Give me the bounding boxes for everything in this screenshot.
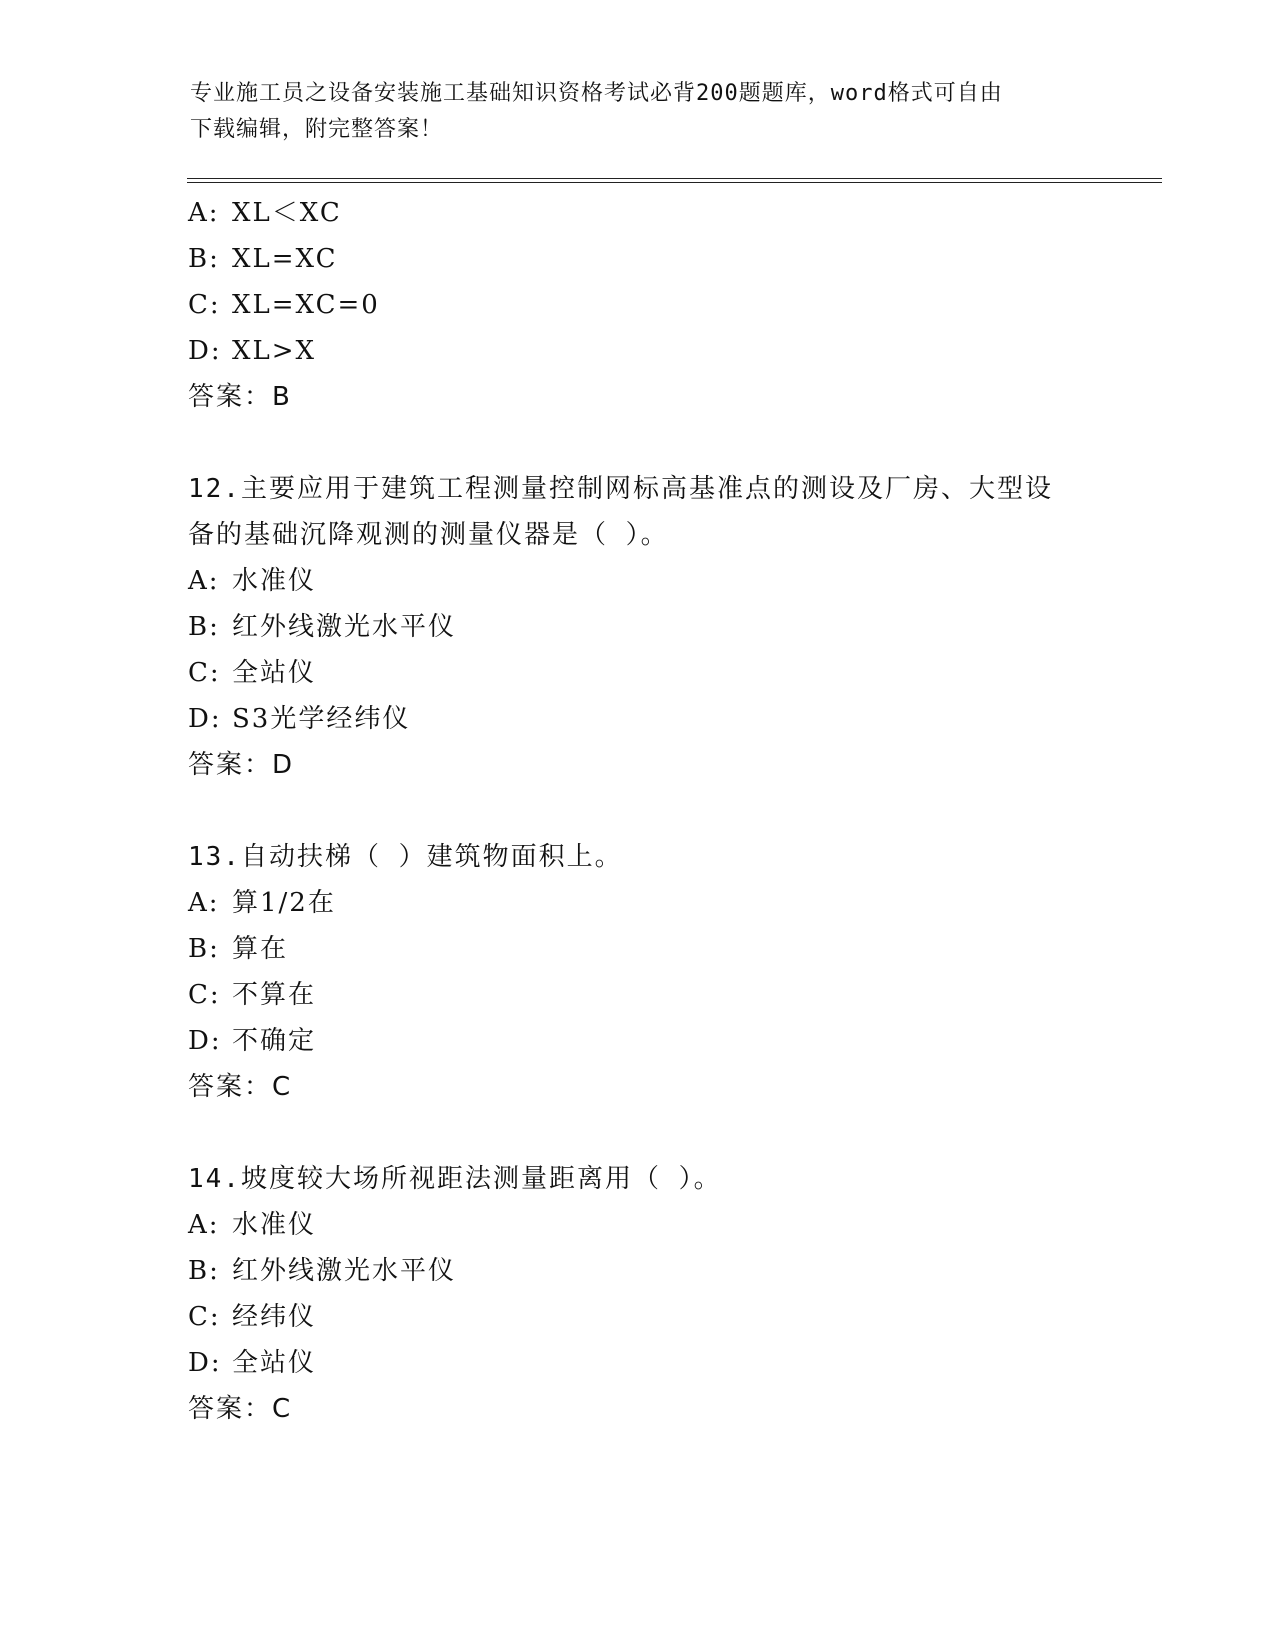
option-text: XL=XC=0 (232, 290, 380, 320)
spacer (188, 1110, 1118, 1156)
option-c (188, 972, 1118, 1018)
option-c (188, 650, 1118, 696)
option-text: 全站仪 (232, 1348, 317, 1378)
answer-line: 答案：B (188, 382, 292, 412)
option-text: 红外线激光水平仪 (232, 1256, 457, 1286)
option-letter: C: (188, 658, 221, 688)
option-text: XL＜XC (232, 198, 342, 228)
question-14 (188, 1156, 1118, 1432)
option-d (188, 696, 1118, 742)
question-stem-continued: 备的基础沉降观测的测量仪器是（ ）。 (188, 520, 669, 550)
option-c (188, 282, 1118, 328)
header-double-rule (187, 178, 1162, 183)
question-stem: 12.主要应用于建筑工程测量控制网标高基准点的测设及厂房、大型设 (188, 474, 1053, 504)
question-11 (188, 190, 1118, 420)
option-a (188, 1202, 1118, 1248)
option-text: XL>X (232, 336, 317, 366)
option-letter: A: (188, 198, 220, 228)
option-letter: D: (188, 336, 222, 366)
option-text: 不确定 (232, 1026, 317, 1056)
option-text: S3光学经纬仪 (232, 704, 411, 734)
option-a (188, 558, 1118, 604)
option-letter: B: (188, 612, 220, 642)
option-a (188, 190, 1118, 236)
option-text: 算1/2在 (232, 888, 336, 918)
question-stem: 13.自动扶梯（ ）建筑物面积上。 (188, 842, 623, 872)
option-letter: D: (188, 1026, 222, 1056)
option-text: 全站仪 (232, 658, 317, 688)
option-d (188, 328, 1118, 374)
option-text: 经纬仪 (232, 1302, 317, 1332)
option-text: 水准仪 (232, 566, 317, 596)
option-text: 算在 (232, 934, 289, 964)
option-letter: B: (188, 1256, 220, 1286)
question-13 (188, 834, 1118, 1110)
option-letter: C: (188, 980, 221, 1010)
option-b (188, 236, 1118, 282)
document-header (190, 76, 1090, 148)
option-letter: C: (188, 290, 221, 320)
option-b (188, 1248, 1118, 1294)
option-a (188, 880, 1118, 926)
answer-line: 答案：D (188, 750, 295, 780)
question-12 (188, 466, 1118, 788)
option-text: 红外线激光水平仪 (232, 612, 457, 642)
header-line-1: 专业施工员之设备安装施工基础知识资格考试必背200题题库，word格式可自由 (190, 81, 1003, 106)
question-stem: 14.坡度较大场所视距法测量距离用（ ）。 (188, 1164, 722, 1194)
option-letter: A: (188, 1210, 220, 1240)
option-letter: A: (188, 566, 220, 596)
option-letter: C: (188, 1302, 221, 1332)
option-d (188, 1018, 1118, 1064)
option-d (188, 1340, 1118, 1386)
option-b (188, 926, 1118, 972)
answer-line: 答案：C (188, 1072, 293, 1102)
option-text: 水准仪 (232, 1210, 317, 1240)
option-letter: B: (188, 934, 220, 964)
option-c (188, 1294, 1118, 1340)
option-letter: D: (188, 704, 222, 734)
option-letter: D: (188, 1348, 222, 1378)
option-letter: B: (188, 244, 220, 274)
spacer (188, 788, 1118, 834)
answer-line: 答案：C (188, 1394, 293, 1424)
option-text: XL=XC (232, 244, 338, 274)
question-list (188, 190, 1118, 1432)
spacer (188, 420, 1118, 466)
option-text: 不算在 (232, 980, 317, 1010)
option-letter: A: (188, 888, 220, 918)
option-b (188, 604, 1118, 650)
header-line-2: 下载编辑，附完整答案！ (190, 117, 444, 142)
